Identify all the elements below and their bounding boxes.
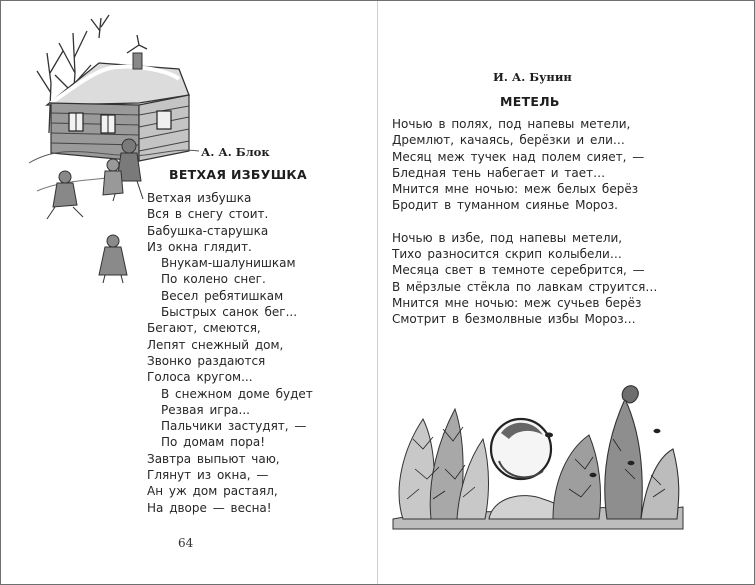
poem-line: Бабушка-старушка (147, 223, 269, 238)
right-poem-text (392, 116, 657, 328)
poem-line: По колено снег. (161, 272, 266, 287)
left-poem-text (147, 190, 313, 516)
snowy-forest-illustration (393, 379, 683, 529)
page-fold (377, 1, 378, 584)
left-poem-author: А. А. Блок (201, 145, 270, 159)
poem-line: В мёрзлые стёкла по лавкам струится… (392, 279, 658, 294)
poem-line: Из окна глядит. (147, 239, 252, 254)
poem-line: Бегают, смеются, (147, 321, 261, 336)
poem-line: Смотрит в безмолвные избы Мороз… (392, 312, 636, 327)
poem-line: Вся в снегу стоит. (147, 207, 269, 222)
poem-line: Звонко раздаются (147, 353, 266, 368)
poem-line: Ночью в полях, под напевы метели, (392, 117, 631, 131)
poem-line: Пальчики застудят, — (161, 419, 307, 434)
poem-line: Резвая игра... (161, 402, 250, 417)
poem-line: Дремлют, качаясь, берёзки и ели… (392, 133, 625, 148)
poem-line: Быстрых санок бег... (161, 305, 298, 320)
poem-line: Внукам-шалунишкам (161, 256, 296, 271)
right-poem-title: МЕТЕЛЬ (500, 94, 560, 109)
page-number: 64 (178, 536, 194, 550)
stanza-gap (392, 214, 657, 230)
poem-line: Бродит в туманном сиянье Мороз. (392, 198, 618, 213)
poem-line: По домам пора! (161, 435, 266, 450)
poem-line: Завтра выпьют чаю, (147, 451, 280, 466)
poem-line: На дворе — весна! (147, 500, 272, 515)
poem-line: Мнится мне ночью: меж сучьев берёз (392, 295, 642, 310)
poem-line: Месяца свет в темноте серебрится, — (392, 263, 645, 278)
poem-line: Лепят снежный дом, (147, 337, 284, 352)
poem-line: Ветхая избушка (147, 191, 252, 205)
poem-line: Месяц меж тучек над полем сияет, — (392, 149, 645, 164)
poem-line: В снежном доме будет (161, 386, 313, 401)
poem-line: Мнится мне ночью: меж белых берёз (392, 182, 639, 197)
poem-line: Тихо разносится скрип колыбели… (392, 247, 622, 262)
poem-line: Голоса кругом... (147, 370, 253, 385)
poem-line: Бледная тень набегает и тает… (392, 165, 606, 180)
poem-line: Глянут из окна, — (147, 468, 269, 483)
left-poem-title: ВЕТХАЯ ИЗБУШКА (169, 167, 307, 182)
poem-line: Ночью в избе, под напевы метели, (392, 230, 623, 245)
poem-line: Ан уж дом растаял, (147, 484, 278, 499)
right-poem-author: И. А. Бунин (493, 70, 572, 84)
poem-line: Весел ребятишкам (161, 288, 284, 303)
